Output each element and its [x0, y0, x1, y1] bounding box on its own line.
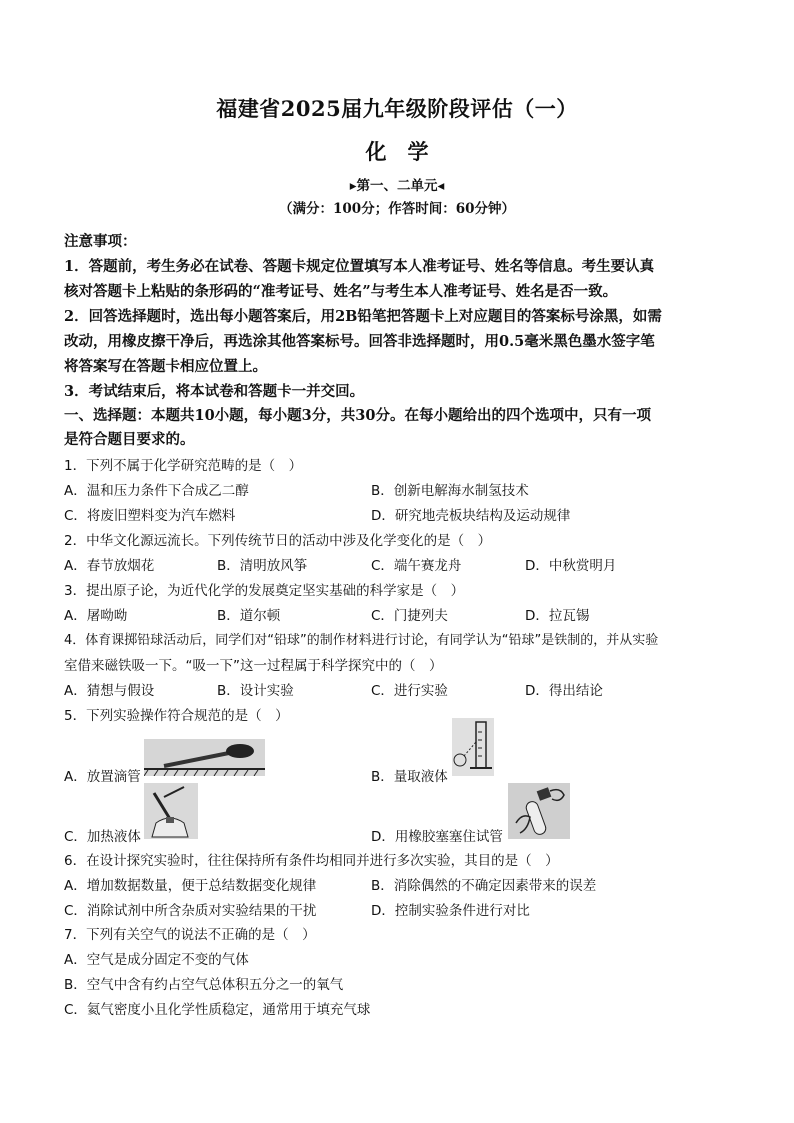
question-3-option-d: D．拉瓦锡: [525, 608, 590, 624]
question-7-option-a: A．空气是成分固定不变的气体: [64, 952, 249, 968]
question-4-stem-cont: 室借来磁铁吸一下。“吸一下”这一过程属于科学探究中的（ ）: [64, 658, 443, 674]
notice-line: 3．考试结束后，将本试卷和答题卡一并交回。: [64, 383, 365, 400]
question-1-stem: 1．下列不属于化学研究范畴的是（ ）: [64, 458, 303, 474]
section-heading: 是符合题目要求的。: [64, 431, 195, 448]
question-2-option-b: B．清明放风筝: [217, 558, 308, 574]
exam-title: 福建省2025届九年级阶段评估（一）: [216, 96, 578, 121]
notice-line: 2．回答选择题时，选出每小题答案后，用2B铅笔把答题卡上对应题目的答案标号涂黑，如需: [64, 308, 662, 325]
question-6-option-c: C．消除试剂中所含杂质对实验结果的干扰: [64, 903, 317, 919]
question-4-option-a: A．猜想与假设: [64, 683, 155, 699]
question-5-stem: 5．下列实验操作符合规范的是（ ）: [64, 708, 289, 724]
question-3-stem: 3．提出原子论，为近代化学的发展奠定坚实基础的科学家是（ ）: [64, 583, 465, 599]
notice-line: 改动，用橡皮擦干净后，再选涂其他答案标号。回答非选择题时，用0.5毫米黑色墨水签字笔: [64, 333, 655, 350]
question-5-option-d: D．用橡胶塞塞住试管: [371, 829, 503, 845]
exam-meta: （满分：100分；作答时间：60分钟）: [279, 201, 515, 217]
section-heading: 一、选择题：本题共10小题，每小题3分，共30分。在每小题给出的四个选项中，只有一项: [64, 407, 651, 424]
question-5-option-b: B．量取液体: [371, 769, 448, 785]
question-1-option-d: D．研究地壳板块结构及运动规律: [371, 508, 571, 524]
question-1-option-b: B．创新电解海水制氢技术: [371, 483, 529, 499]
heating-liquid-image: [144, 783, 198, 839]
question-6-option-d: D．控制实验条件进行对比: [371, 903, 530, 919]
subject-title: 化 学: [365, 139, 429, 164]
rubber-stopper-image: [508, 783, 570, 839]
question-7-stem: 7．下列有关空气的说法不正确的是（ ）: [64, 927, 316, 943]
question-5-option-a: A．放置滴管: [64, 769, 141, 785]
question-3-option-b: B．道尔顿: [217, 608, 281, 624]
notice-line: 1．答题前，考生务必在试卷、答题卡规定位置填写本人准考证号、姓名等信息。考生要认真: [64, 258, 655, 275]
question-3-option-c: C．门捷列夫: [371, 608, 448, 624]
question-6-option-a: A．增加数据数量，便于总结数据变化规律: [64, 878, 317, 894]
question-4-option-c: C．进行实验: [371, 683, 448, 699]
question-2-stem: 2．中华文化源远流长。下列传统节日的活动中涉及化学变化的是（ ）: [64, 533, 492, 549]
notice-header: 注意事项：: [64, 233, 137, 250]
notice-line: 核对答题卡上粘贴的条形码的“准考证号、姓名”与考生本人准考证号、姓名是否一致。: [64, 283, 618, 300]
unit-label: ▸第一、二单元◂: [349, 178, 445, 194]
question-1-option-c: C．将废旧塑料变为汽车燃料: [64, 508, 236, 524]
question-1-option-a: A．温和压力条件下合成乙二醇: [64, 483, 249, 499]
measuring-cylinder-image: [452, 718, 494, 776]
question-2-option-d: D．中秋赏明月: [525, 558, 617, 574]
question-3-option-a: A．屠呦呦: [64, 608, 128, 624]
question-2-option-c: C．端午赛龙舟: [371, 558, 462, 574]
dropper-placement-image: [144, 739, 265, 776]
question-2-option-a: A．春节放烟花: [64, 558, 155, 574]
question-4-stem: 4．体育课掷铅球活动后，同学们对“铅球”的制作材料进行讨论，有同学认为“铅球”是铁制的，并从实验: [64, 633, 659, 648]
question-4-option-b: B．设计实验: [217, 683, 294, 699]
notice-line: 将答案写在答题卡相应位置上。: [64, 358, 267, 375]
question-6-stem: 6．在设计探究实验时，往往保持所有条件均相同并进行多次实验，其目的是（ ）: [64, 853, 559, 869]
question-7-option-c: C．氦气密度小且化学性质稳定，通常用于填充气球: [64, 1002, 371, 1018]
question-5-option-c: C．加热液体: [64, 829, 141, 845]
question-4-option-d: D．得出结论: [525, 683, 603, 699]
question-6-option-b: B．消除偶然的不确定因素带来的误差: [371, 878, 597, 894]
question-7-option-b: B．空气中含有约占空气总体积五分之一的氧气: [64, 977, 344, 993]
